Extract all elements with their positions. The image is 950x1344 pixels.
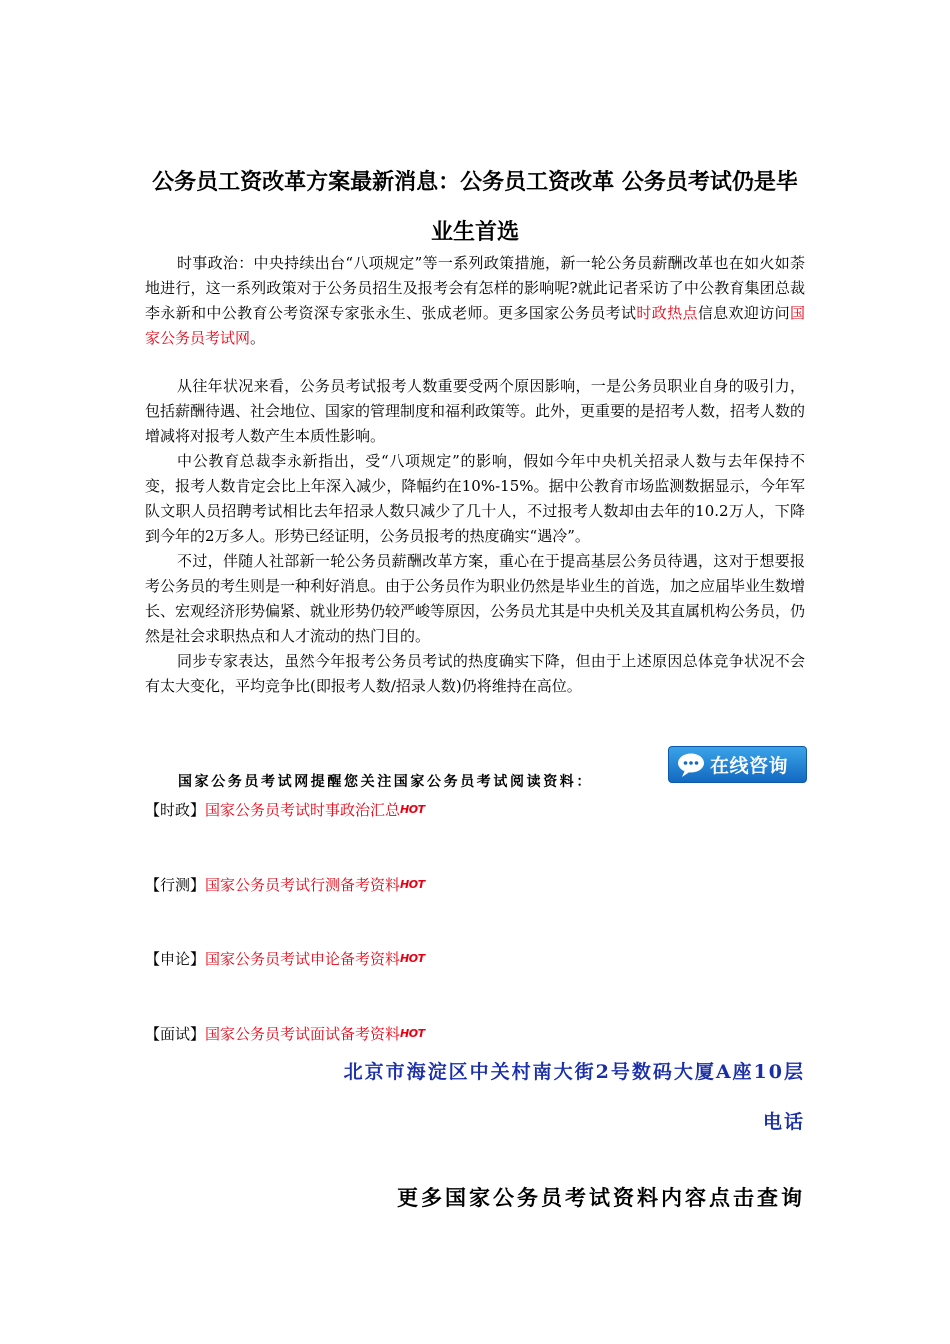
resource-tag: 【行测】 <box>145 876 206 894</box>
intro-paragraph <box>145 251 805 351</box>
body-paragraph: 不过，伴随人社部新一轮公务员薪酬改革方案，重心在于提高基层公务员待遇，这对于想要报考公务员的考生则是一种利好消息。由于公务员作为职业仍然是毕业生的首选，加之应届毕业生数增长、宏观经济形势偏紧、就业形势仍较严峻等原因，公务员尤其是中央机关及其直属机构公务员，仍然是社会求职热点和人才流动的热门目的。 <box>145 552 806 645</box>
hot-badge: HOT <box>400 803 425 816</box>
intro-text-3: 。 <box>250 329 266 347</box>
intro-text-1: 时事政治：中央持续出台“八项规定”等一系列政策措施，新一轮公务员薪酬改革也在如火如荼地进行，这一系列政策对于公务员招生及报考会有怎样的影响呢?就此记者采访了中公教育集团总裁李永新和中公教育公考资深专家张永生、张成老师。更多国家公务员考试 <box>145 254 805 322</box>
body-paragraph: 中公教育总裁李永新指出，受“八项规定”的影响，假如今年中央机关招录人数与去年保持不变，报考人数肯定会比上年深入减少，降幅约在10%-15%。据中公教育市场监测数据显示，今年军队文职人员招聘考试相比去年招录人数只减少了几十人，不过报考人数却由去年的10.2万人，下降到今年的2万多人。形势已经证明，公务员报考的热度确实“遇冷”。 <box>145 452 805 545</box>
resource-link-essay[interactable]: 国家公务员考试申论备考资料 <box>205 950 401 968</box>
article-title: 公务员工资改革方案最新消息：公务员工资改革 公务员考试仍是毕业生首选 <box>152 170 798 245</box>
article-body <box>145 374 805 699</box>
resource-item <box>145 800 425 820</box>
resource-link-current-affairs[interactable]: 国家公务员考试时事政治汇总 <box>205 801 401 819</box>
phone-label: 电话 <box>762 1111 805 1133</box>
hot-badge: HOT <box>400 1027 425 1040</box>
resource-item <box>145 875 425 895</box>
resource-link-interview[interactable]: 国家公务员考试面试备考资料 <box>205 1025 401 1043</box>
resource-tag: 【申论】 <box>145 950 206 968</box>
body-paragraph: 从往年状况来看，公务员考试报考人数重要受两个原因影响，一是公务员职业自身的吸引力，包括薪酬待遇、社会地位、国家的管理制度和福利政策等。此外，更重要的是招考人数，招考人数的增减将对报考人数产生本质性影响。 <box>145 377 806 445</box>
intro-text-2: 信息欢迎访问 <box>697 304 790 322</box>
resource-item <box>145 949 425 969</box>
civil-exam-site-link[interactable]: 国家公务员考试网 <box>145 304 805 347</box>
office-address: 北京市海淀区中关村南大街2号数码大厦A座10层 <box>343 1061 805 1083</box>
resource-tag: 【时政】 <box>145 801 206 819</box>
hot-badge: HOT <box>400 878 425 891</box>
resource-tag: 【面试】 <box>145 1025 206 1043</box>
online-consult-button[interactable] <box>668 746 807 783</box>
reading-reminder: 国家公务员考试网提醒您关注国家公务员考试阅读资料： <box>178 774 593 790</box>
online-consult-label: 在线咨询 <box>710 755 789 777</box>
more-materials-link[interactable]: 更多国家公务员考试资料内容点击查询 <box>397 1185 805 1210</box>
body-paragraph: 同步专家表达，虽然今年报考公务员考试的热度确实下降，但由于上述原因总体竞争状况不会有太大变化，平均竞争比(即报考人数/招录人数)仍将维持在高位。 <box>145 652 805 695</box>
resource-link-aptitude-test[interactable]: 国家公务员考试行测备考资料 <box>205 876 401 894</box>
chat-bubble-icon <box>676 752 706 778</box>
current-affairs-link[interactable]: 时政热点 <box>636 304 698 322</box>
resource-item <box>145 1024 425 1044</box>
hot-badge: HOT <box>400 952 425 965</box>
